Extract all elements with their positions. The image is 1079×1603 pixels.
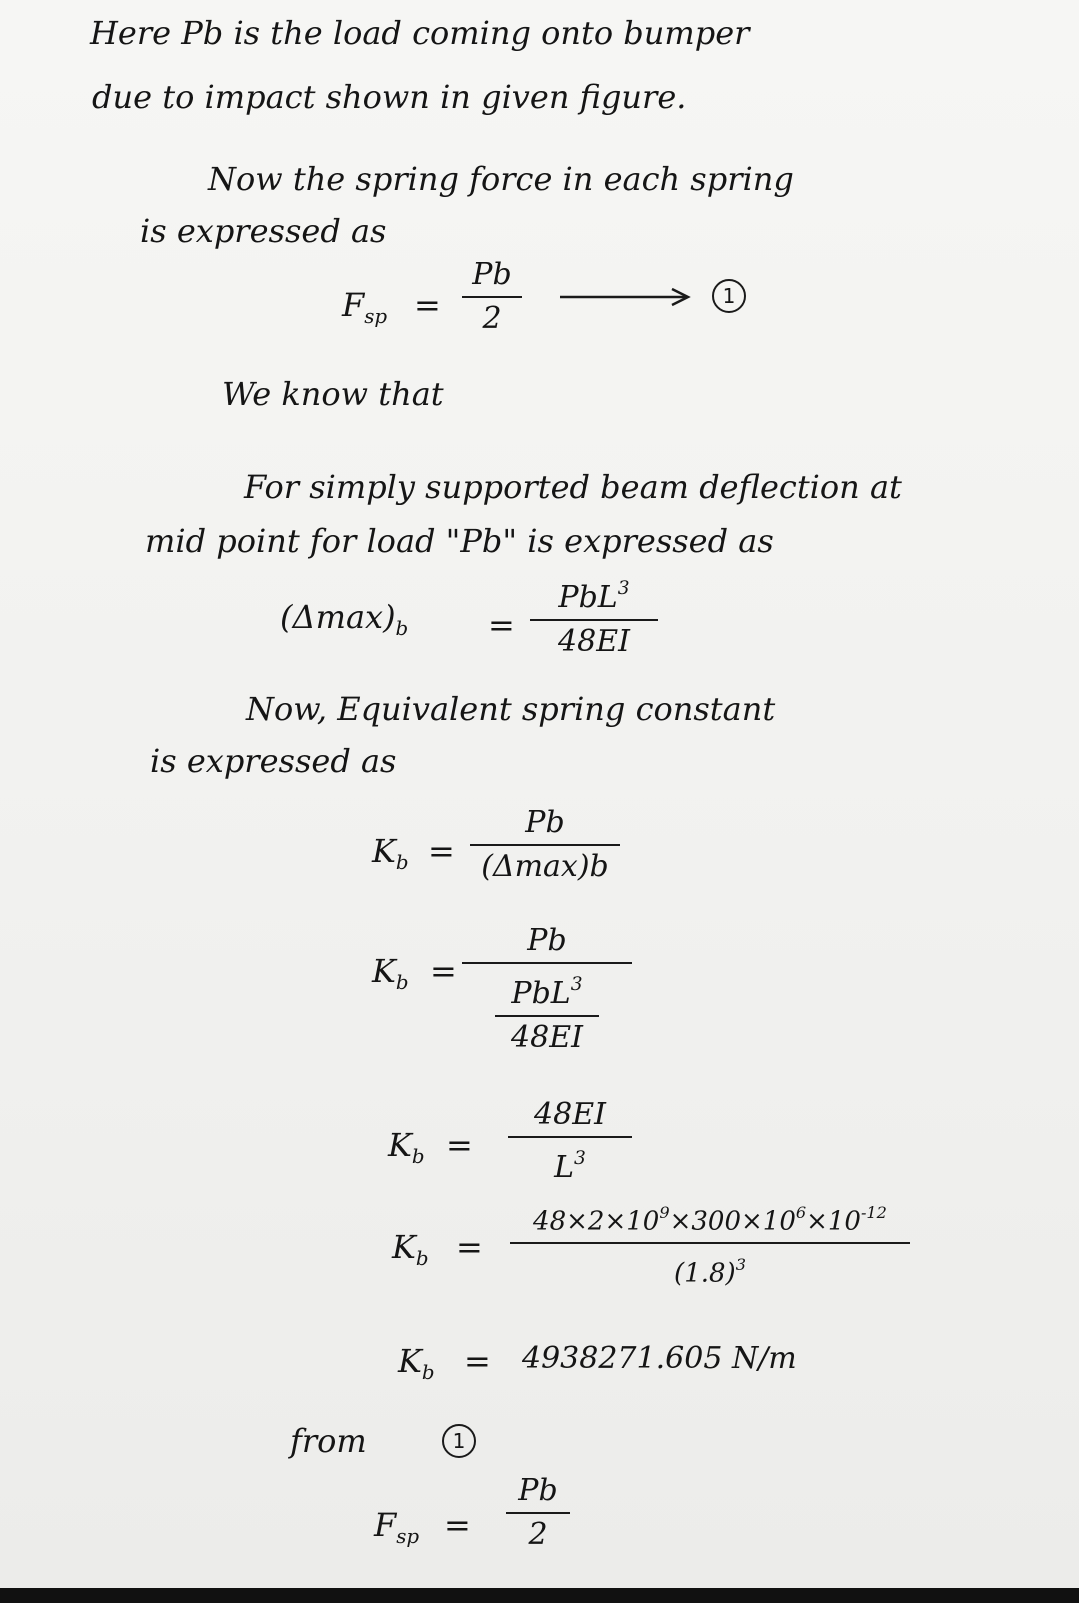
eq2-numerator: PbL$^3$ xyxy=(558,578,630,616)
eq6-fraction-bar xyxy=(510,1242,910,1244)
eq5-fraction xyxy=(508,1098,632,1185)
text-line-3: Now the spring force in each spring xyxy=(208,160,794,198)
eq1-lhs: $F_{sp}$ xyxy=(342,286,388,328)
eq5-fraction-bar xyxy=(508,1136,632,1138)
eq6-equals: = xyxy=(456,1228,483,1266)
eq4-equals: = xyxy=(430,952,457,990)
eq4-inner-denominator: 48EI xyxy=(511,1020,583,1056)
eq3-lhs: $K_b$ xyxy=(372,832,409,874)
text-line-5: We know that xyxy=(222,375,444,413)
eq4-inner-fraction xyxy=(495,968,599,1055)
eq7-equals: = xyxy=(464,1342,491,1380)
right-arrow-icon xyxy=(558,285,698,309)
equation-ref-1-again: 1 xyxy=(442,1424,476,1458)
eq3-fraction-bar xyxy=(470,844,620,846)
text-line-4: is expressed as xyxy=(140,212,387,250)
eq2-fraction xyxy=(530,572,658,659)
from-label: from xyxy=(290,1422,367,1460)
eq7-lhs: $K_b$ xyxy=(398,1342,435,1384)
text-line-7: mid point for load "Pb" is expressed as xyxy=(145,522,774,560)
eq2-denominator: 48EI xyxy=(558,624,630,660)
eq4-inner-numerator: PbL$^3$ xyxy=(511,974,583,1012)
eq2-fraction-bar xyxy=(530,619,658,621)
eq8-fraction-bar xyxy=(506,1512,570,1514)
eq8-numerator: Pb xyxy=(518,1473,558,1508)
text-line-9: is expressed as xyxy=(150,742,397,780)
eq3-fraction xyxy=(470,806,620,884)
equation-ref-1: 1 xyxy=(712,279,746,313)
eq8-denominator: 2 xyxy=(528,1517,548,1552)
eq4-denominator xyxy=(462,968,632,1055)
eq4-numerator: Pb xyxy=(527,923,567,958)
eq8-equals: = xyxy=(444,1506,471,1544)
eq8-lhs: $F_{sp}$ xyxy=(374,1506,420,1548)
eq1-equals: = xyxy=(414,286,441,324)
spring-constant-result: 4938271.605 N/m xyxy=(522,1341,797,1376)
text-line-1: Here Pb is the load coming onto bumper xyxy=(90,14,750,52)
eq8-fraction xyxy=(506,1474,570,1552)
eq1-fraction xyxy=(462,258,522,336)
text-line-6: For simply supported beam deflection at xyxy=(244,468,902,506)
eq3-numerator: Pb xyxy=(525,805,565,840)
eq3-equals: = xyxy=(428,832,455,870)
eq6-lhs: $K_b$ xyxy=(392,1228,429,1270)
eq1-numerator: Pb xyxy=(472,257,512,292)
eq5-denominator: $L^3$ xyxy=(554,1148,586,1186)
eq1-fraction-bar xyxy=(462,296,522,298)
eq1-denominator: 2 xyxy=(482,301,502,336)
eq2-lhs: $(\Delta\max)_b$ xyxy=(280,598,409,640)
eq4-lhs: $K_b$ xyxy=(372,952,409,994)
eq6-denominator: $(1.8)^3$ xyxy=(674,1255,746,1289)
eq3-denominator: (Δmax)b xyxy=(481,849,609,884)
text-line-2: due to impact shown in given figure. xyxy=(92,78,687,116)
bottom-edge-bar xyxy=(0,1588,1079,1603)
eq2-equals: = xyxy=(488,606,515,644)
eq6-numerator: $48\times 2\times 10^9\times 300\times 10^6\times 10^{-12}$ xyxy=(533,1203,887,1237)
eq5-lhs: $K_b$ xyxy=(388,1126,425,1168)
eq5-equals: = xyxy=(446,1126,473,1164)
eq5-numerator: 48EI xyxy=(534,1097,606,1132)
eq4-fraction xyxy=(462,924,632,1055)
eq4-fraction-bar xyxy=(462,962,632,964)
text-line-8: Now, Equivalent spring constant xyxy=(246,690,776,728)
eq6-fraction xyxy=(510,1196,910,1291)
eq4-inner-fraction-bar xyxy=(495,1015,599,1017)
